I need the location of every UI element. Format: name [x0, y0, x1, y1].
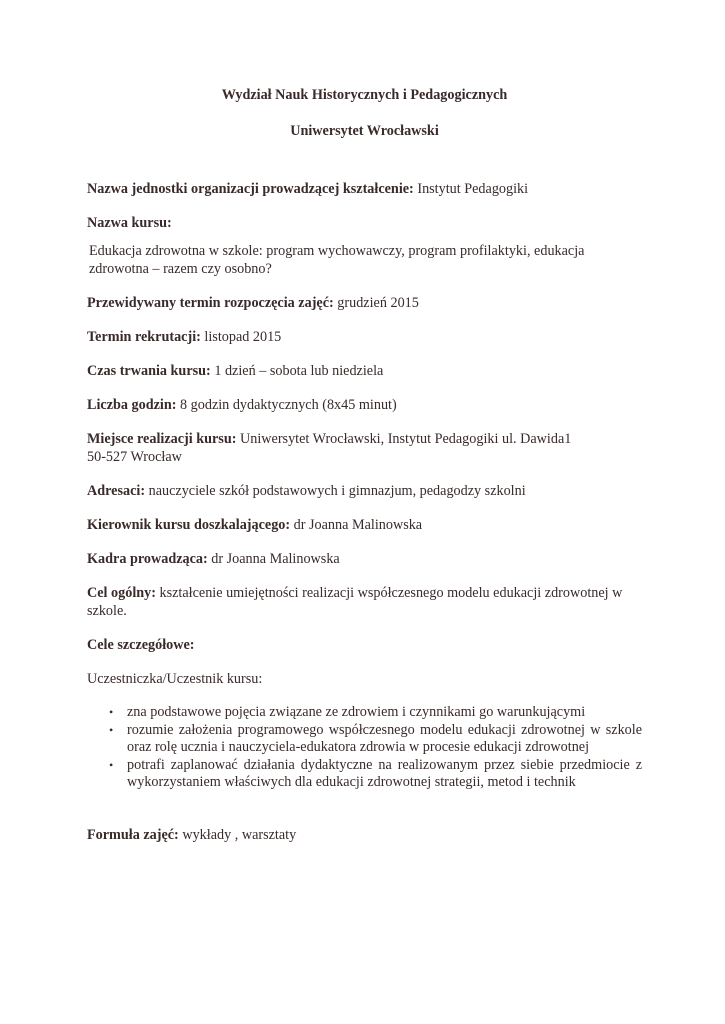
audience-label: Adresaci: [87, 483, 146, 499]
unit-label: Nazwa jednostki organizacji prowadzącej kształcenie: [87, 181, 414, 197]
general-goal-line [87, 584, 642, 620]
recruitment-line [87, 328, 642, 346]
university-heading: Uniwersytet Wrocławski [290, 123, 439, 139]
bullet-icon: • [109, 722, 114, 737]
unit-value: Instytut Pedagogiki [413, 181, 529, 197]
bullet-icon: • [109, 705, 114, 719]
participant-line: Uczestniczka/Uczestnik kursu: [87, 671, 263, 687]
manager-value: dr Joanna Malinowska [290, 517, 423, 533]
course-name-value: Edukacja zdrowotna w szkole: program wychowawczy, program profilaktyki, edukacja zdrowotna – razem czy osobno? [89, 243, 585, 277]
start-date-label: Przewidywany termin rozpoczęcia zajęć: [87, 295, 334, 311]
list-item: • rozumie założenia programowego współczesnego modelu edukacji zdrowotnej w szkole oraz rolę ucznia i nauczyciela-edukatora zdrowia w procesie edukacji zdrowotnej [109, 721, 642, 755]
general-goal-label: Cel ogólny: [87, 585, 156, 601]
recruitment-value: listopad 2015 [200, 329, 282, 345]
start-date-value: grudzień 2015 [333, 295, 419, 311]
recruitment-label: Termin rekrutacji: [87, 329, 201, 345]
location-line [87, 430, 642, 466]
detailed-goals-label: Cele szczegółowe: [87, 637, 195, 653]
hours-label: Liczba godzin: [87, 397, 177, 413]
list-item: • potrafi zaplanować działania dydaktyczne na realizowanym przez siebie przedmiocie z wykorzystaniem właściwych dla edukacji zdrowotnej strategii, metod i technik [109, 756, 642, 790]
location-label: Miejsce realizacji kursu: [87, 431, 237, 447]
hours-value: 8 godzin dydaktycznych (8x45 minut) [176, 397, 397, 413]
hours-line [87, 396, 642, 414]
manager-label: Kierownik kursu doszkalającego: [87, 517, 291, 533]
document-body [87, 84, 642, 844]
manager-line [87, 516, 642, 534]
staff-label: Kadra prowadząca: [87, 551, 208, 567]
general-goal-value: kształcenie umiejętności realizacji współczesnego modelu edukacji zdrowotnej w szkole. [87, 585, 623, 619]
list-item: • zna podstawowe pojęcia związane ze zdrowiem i czynnikami go warunkującymi [109, 704, 586, 720]
duration-label: Czas trwania kursu: [87, 363, 211, 379]
duration-value: 1 dzień – sobota lub niedziela [210, 363, 384, 379]
faculty-heading: Wydział Nauk Historycznych i Pedagogicznych [221, 87, 508, 103]
unit-line [87, 180, 642, 198]
audience-line [87, 482, 642, 500]
location-postal: 50-527 Wrocław [87, 449, 182, 465]
formula-label: Formuła zajęć: [87, 826, 179, 843]
staff-value: dr Joanna Malinowska [207, 551, 340, 567]
formula-line [87, 826, 642, 844]
staff-line [87, 550, 642, 568]
start-date-line [87, 294, 642, 312]
bullet-icon: • [109, 757, 114, 772]
goals-list [87, 704, 642, 792]
location-value: Uniwersytet Wrocławski, Instytut Pedagogiki ul. Dawida1 [236, 431, 572, 447]
duration-line [87, 362, 642, 380]
course-name-label: Nazwa kursu: [87, 215, 172, 231]
formula-value: wykłady , warsztaty [178, 826, 297, 843]
audience-value: nauczyciele szkół podstawowych i gimnazjum, pedagodzy szkolni [145, 483, 526, 499]
